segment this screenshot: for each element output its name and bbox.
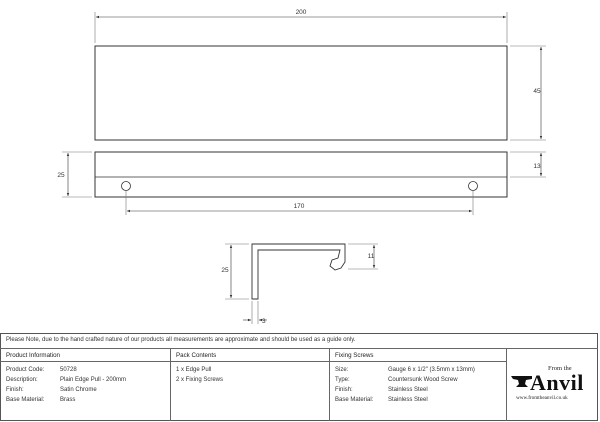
- column-divider-2: [329, 348, 330, 421]
- screw-base-material-value: Stainless Steel: [388, 397, 428, 403]
- finish-label: Finish:: [6, 387, 24, 393]
- screw-finish-label: Finish:: [335, 387, 353, 393]
- dim-label-45: 45: [533, 88, 541, 95]
- dim-label-11: 11: [367, 253, 375, 260]
- base-material-value: Brass: [60, 397, 76, 403]
- fixing-screws-title: Fixing Screws: [335, 352, 374, 359]
- screw-finish-value: Stainless Steel: [388, 387, 428, 393]
- side-view-outline: [95, 152, 507, 197]
- description-value: Plain Edge Pull - 200mm: [60, 377, 127, 383]
- screw-size-value: Gauge 6 x 1/2" (3.5mm x 13mm): [388, 367, 475, 373]
- pack-item: 1 x Edge Pull: [176, 367, 212, 373]
- dim-label-25-profile: 25: [221, 267, 229, 274]
- description-label: Description:: [6, 377, 38, 383]
- product-code-value: 50728: [60, 367, 77, 373]
- column-divider-1: [170, 348, 171, 421]
- screw-size-label: Size:: [335, 367, 349, 373]
- top-view-outline: [95, 46, 507, 140]
- pack-item: 2 x Fixing Screws: [176, 377, 224, 383]
- screw-hole-left: [122, 182, 131, 191]
- disclaimer-note: Please Note, due to the hand crafted nature of our products all measurements are approximate and should be used as a guide only.: [6, 337, 356, 343]
- column-divider-3: [506, 348, 507, 421]
- pack-contents-title: Pack Contents: [176, 352, 217, 359]
- product-info-title: Product Information: [6, 352, 60, 359]
- screw-hole-right: [469, 182, 478, 191]
- profile-outline: [252, 244, 345, 299]
- logo-url-text: www.fromtheanvil.co.uk: [516, 395, 568, 401]
- base-material-label: Base Material:: [6, 397, 45, 403]
- product-code-label: Product Code:: [6, 367, 45, 373]
- logo-from-text: From the: [548, 365, 572, 372]
- dim-label-25-left: 25: [57, 172, 65, 179]
- panel-divider-top: [0, 348, 598, 349]
- screw-type-value: Countersunk Wood Screw: [388, 377, 458, 383]
- dim-label-170: 170: [293, 203, 305, 210]
- logo-name-text: Anvil: [530, 370, 584, 395]
- dim-label-200: 200: [295, 9, 307, 16]
- panel-divider-header: [0, 361, 506, 362]
- screw-base-material-label: Base Material:: [335, 397, 374, 403]
- finish-value: Satin Chrome: [60, 387, 97, 393]
- screw-type-label: Type:: [335, 377, 350, 383]
- dim-label-3: 3: [262, 318, 266, 325]
- from-the-anvil-logo: [508, 365, 596, 415]
- dim-label-13: 13: [533, 163, 541, 170]
